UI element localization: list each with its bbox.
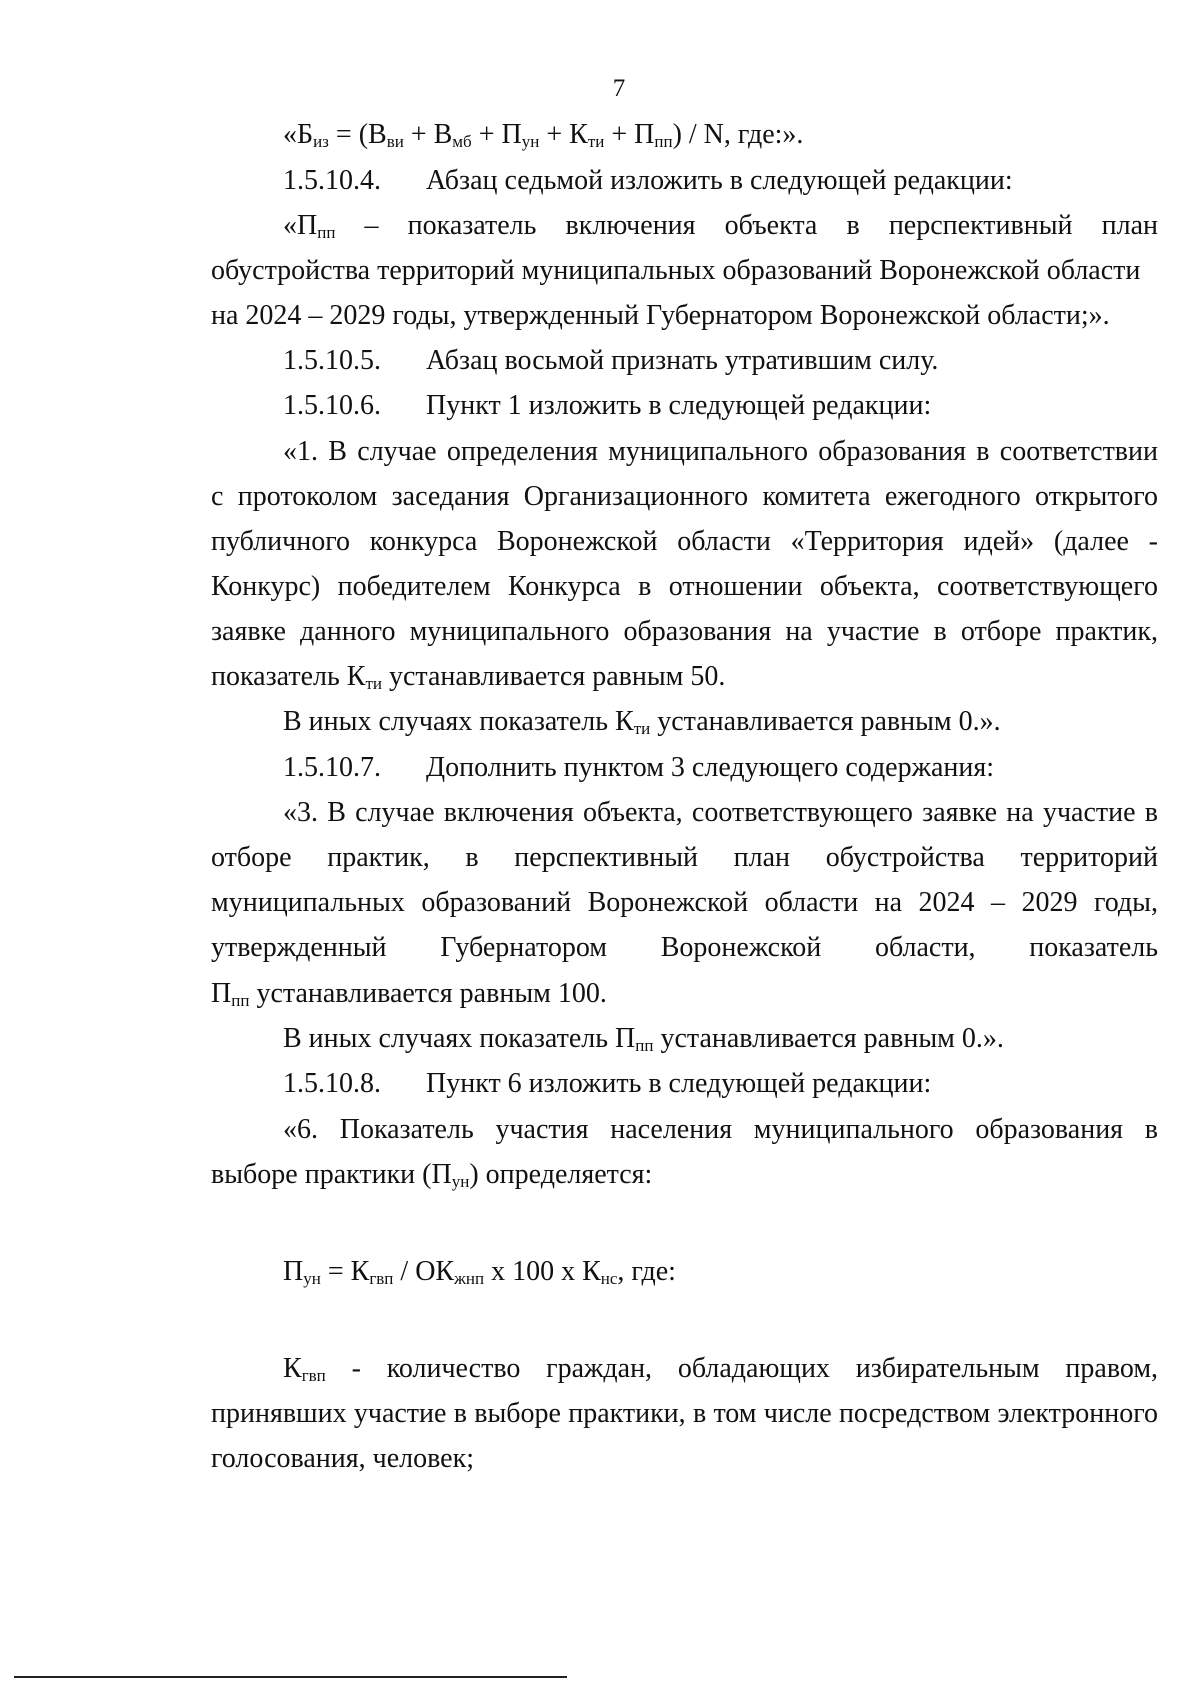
point1-line-7: В иных случаях показатель $К_{ти}$ устанавливается равным 0.». — [283, 706, 1001, 738]
point1-line-6: показатель $К_{ти}$ устанавливается равным 50. — [211, 661, 726, 693]
formula-pun: $П_{ун} = К_{гвп} / ОК_{жнп}$ х 100 х $К_{нс}$, где: — [283, 1256, 676, 1288]
item-text: Дополнить пунктом 3 следующего содержания: — [426, 752, 995, 783]
point1-line-2: с протоколом заседания Организационного комитета ежегодного открытого — [211, 481, 1158, 512]
item-1-5-10-7 — [283, 750, 1158, 786]
ppp-definition-line-2: обустройства территорий муниципальных образований Воронежской области — [211, 255, 1141, 286]
item-number: 1.5.10.5. — [283, 345, 381, 376]
item-text: Пункт 6 изложить в следующей редакции: — [426, 1068, 932, 1099]
item-1-5-10-6 — [283, 388, 1158, 424]
item-1-5-10-4 — [283, 163, 1158, 199]
footer-rule — [14, 1676, 567, 1678]
point3-line-1: «3. В случае включения объекта, соответствующего заявке на участие в — [283, 797, 1158, 828]
point1-line-1: «1. В случае определения муниципального образования в соответствии — [283, 436, 1158, 467]
ppp-definition-line-3: на 2024 – 2029 годы, утвержденный Губернатором Воронежской области;». — [211, 300, 1110, 331]
kgvp-definition-line-2: принявших участие в выборе практики, в том числе посредством электронного — [211, 1398, 1158, 1429]
point1-line-5: заявке данного муниципального образования на участие в отборе практик, — [211, 616, 1158, 647]
item-number: 1.5.10.7. — [283, 752, 381, 783]
item-1-5-10-8 — [283, 1066, 1158, 1102]
point3-line-3: муниципальных образований Воронежской области на 2024 – 2029 годы, — [211, 887, 1158, 918]
page-number: 7 — [612, 75, 626, 102]
kgvp-definition-line-1: $К_{гвп}$ - количество граждан, обладающих избирательным правом, — [283, 1353, 1159, 1385]
item-text: Абзац восьмой признать утратившим силу. — [426, 345, 939, 376]
kgvp-definition-line-3: голосования, человек; — [211, 1443, 474, 1474]
point6-line-2: выборе практики $(П_{ун})$ определяется: — [211, 1159, 653, 1191]
point3-line-6: В иных случаях показатель $П_{пп}$ устанавливается равным 0.». — [283, 1023, 1004, 1055]
point3-line-5: $П_{пп}$ устанавливается равным 100. — [211, 978, 607, 1010]
ppp-definition-line-1: «$П_{пп}$ – показатель включения объекта в перспективный план — [283, 210, 1159, 242]
item-1-5-10-5 — [283, 343, 1158, 379]
item-number: 1.5.10.8. — [283, 1068, 381, 1099]
point3-line-2: отборе практик, в перспективный план обустройства территорий — [211, 842, 1158, 873]
item-number: 1.5.10.6. — [283, 390, 381, 421]
point3-line-4: утвержденный Губернатором Воронежской области, показатель — [211, 932, 1159, 963]
item-text: Пункт 1 изложить в следующей редакции: — [426, 390, 932, 421]
point1-line-4: Конкурс) победителем Конкурса в отношении объекта, соответствующего — [211, 571, 1158, 602]
point1-line-3: публичного конкурса Воронежской области «Территория идей» (далее - — [211, 526, 1158, 557]
item-number: 1.5.10.4. — [283, 165, 381, 196]
point6-line-1: «6. Показатель участия населения муниципального образования в — [283, 1114, 1158, 1145]
formula-bi: «$Б_{из} = (В_{ви} + В_{мб} + П_{ун} + К_{ти} + П_{пп}) / N$, где:». — [283, 119, 804, 151]
item-text: Абзац седьмой изложить в следующей редакции: — [426, 165, 1013, 196]
